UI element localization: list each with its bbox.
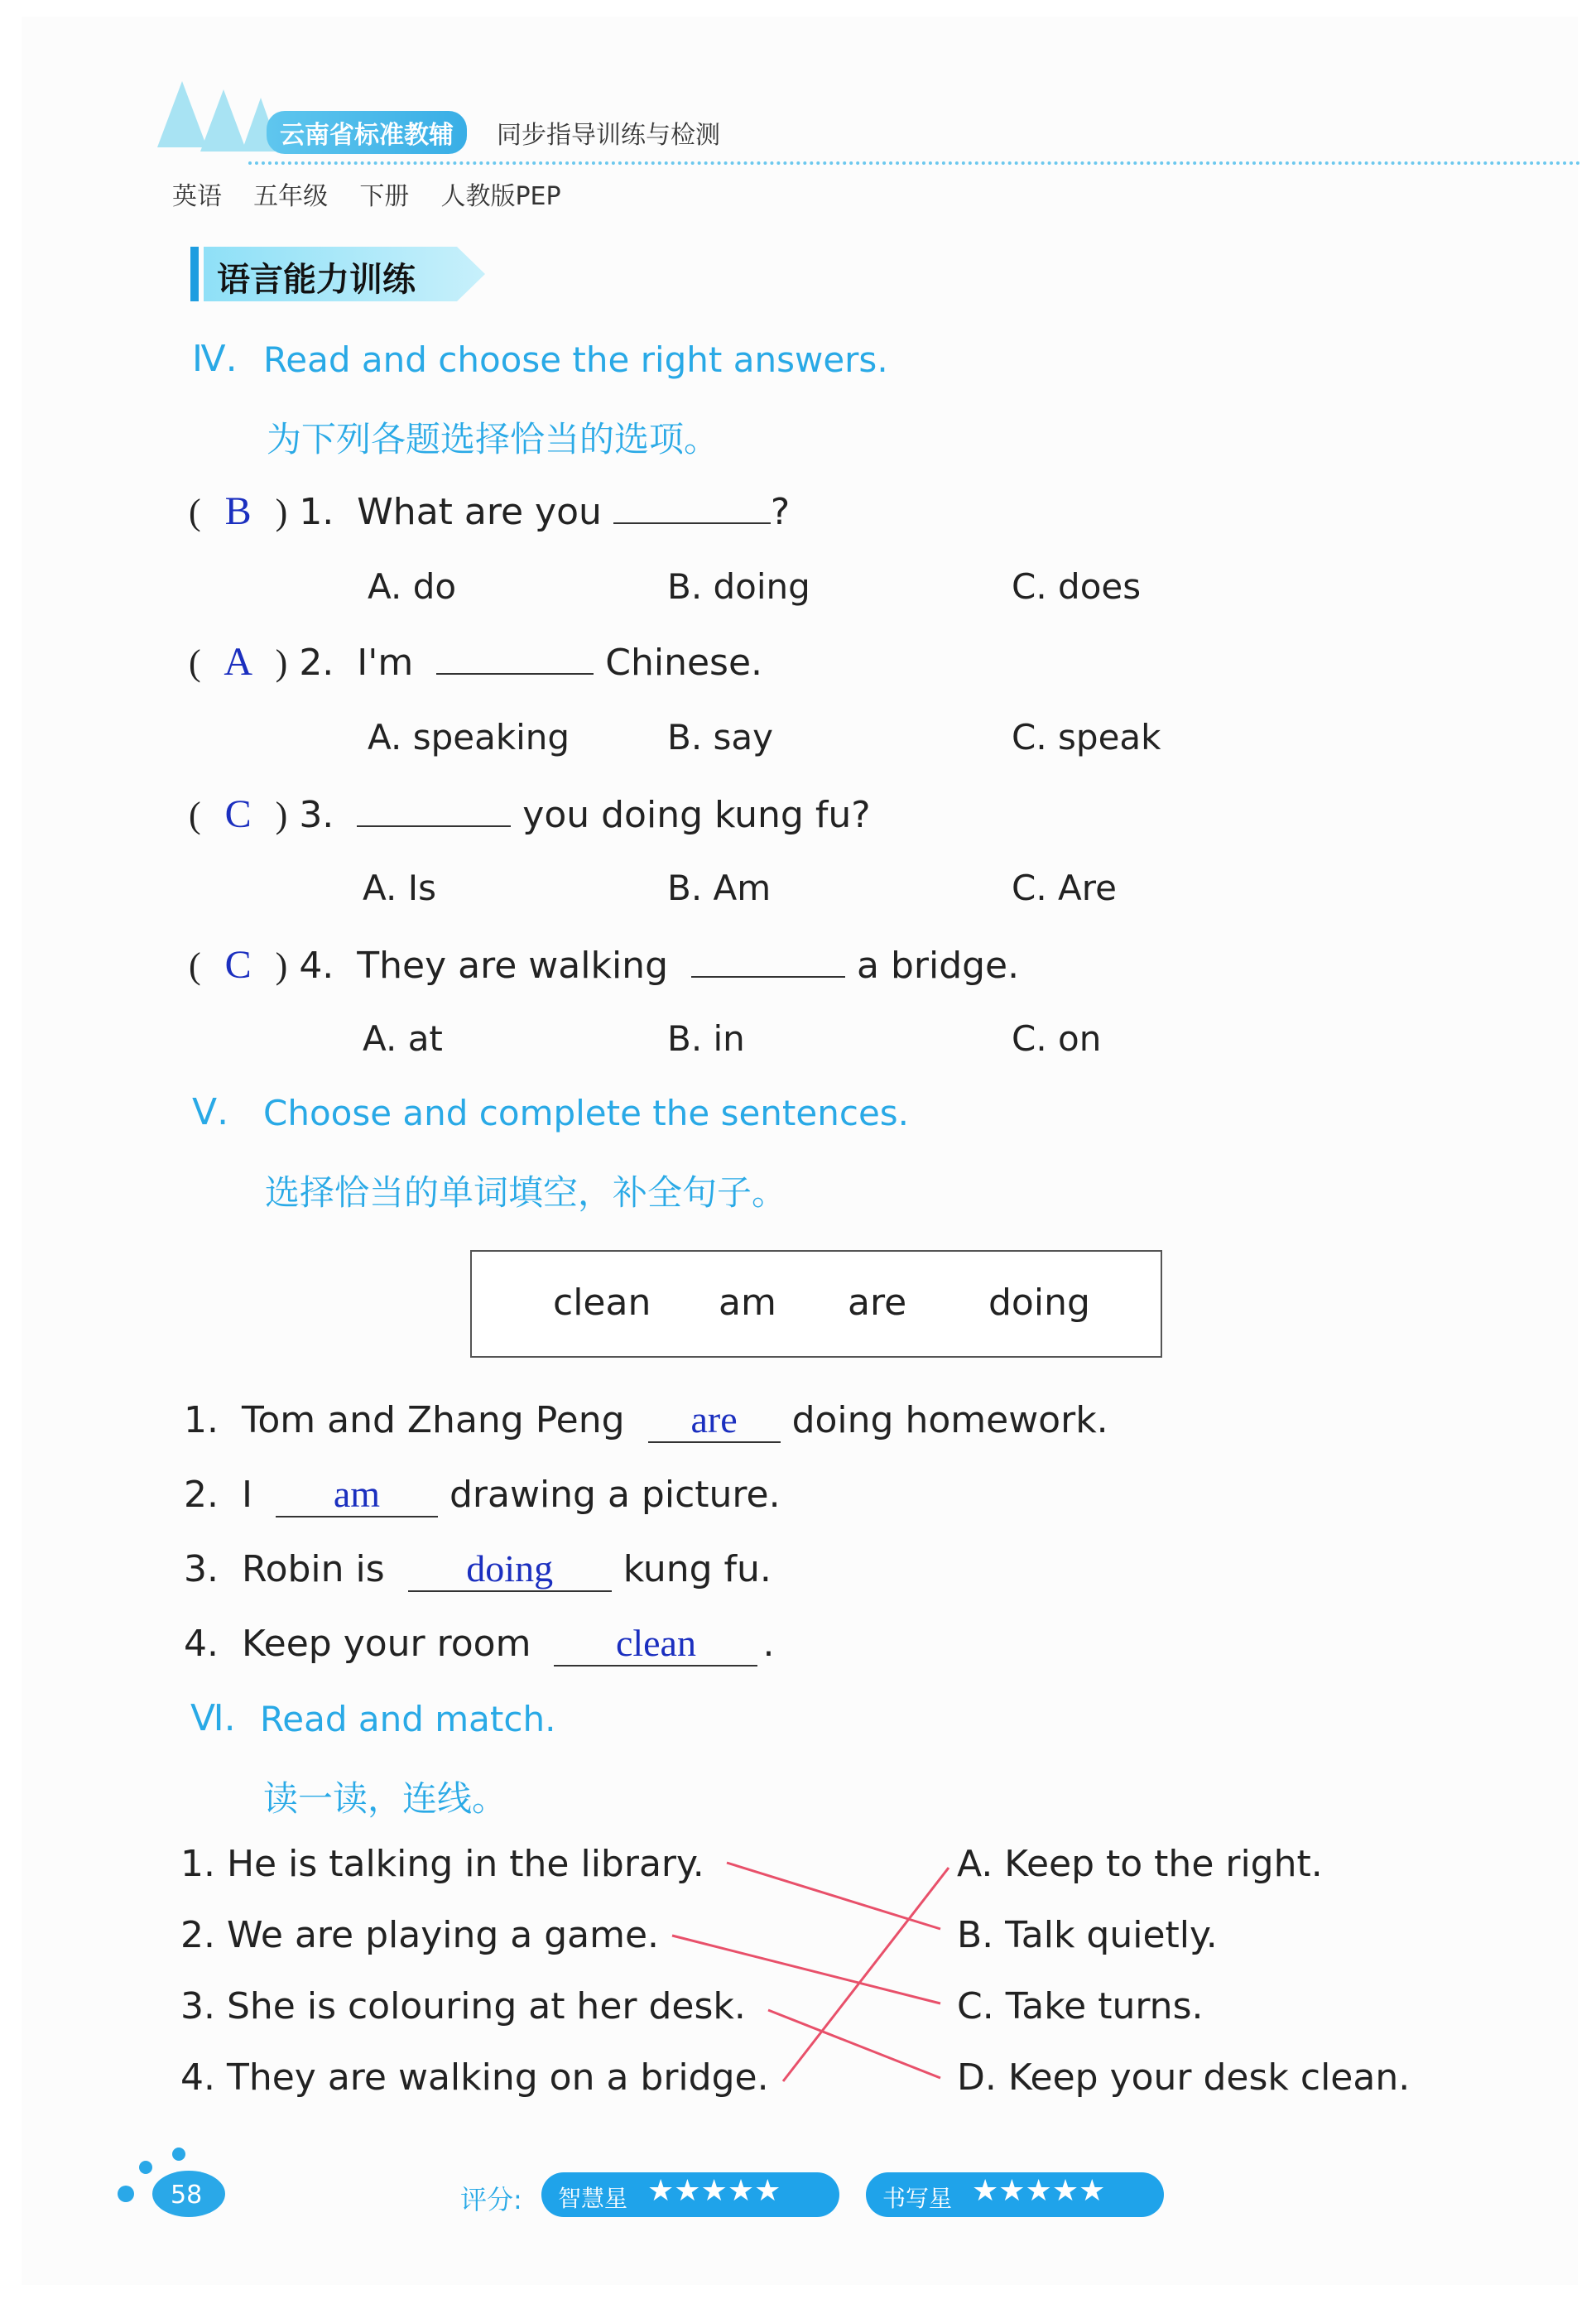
part4-instruction-en: Read and choose the right answers. [263, 339, 888, 380]
series-title: 同步指导训练与检测 [497, 121, 720, 150]
part5-instruction-en: Choose and complete the sentences. [263, 1093, 910, 1133]
match-left-2: 2. We are playing a game. [180, 1914, 660, 1956]
option-a: A. do [368, 566, 457, 607]
brand-badge: 云南省标准教辅 [267, 111, 467, 154]
match-right-a: A. Keep to the right. [957, 1843, 1323, 1885]
option-a: A. at [363, 1018, 443, 1059]
part6-instruction-zh: 读一读，连线。 [263, 1778, 507, 1819]
filled-answer: clean [554, 1621, 757, 1667]
question-number: 1. [299, 491, 334, 533]
writing-star-rating [866, 2172, 1164, 2217]
option-b: B. doing [667, 566, 810, 607]
answer-choice: A [224, 640, 252, 684]
subject: 英语 [172, 182, 222, 211]
question-text: I'm [357, 642, 414, 684]
word-bank-item: are [848, 1282, 907, 1324]
word-bank-item: doing [988, 1282, 1090, 1324]
word-bank-item: clean [553, 1282, 651, 1324]
filled-answer: are [648, 1397, 781, 1443]
question-text-end: ? [770, 491, 791, 533]
answer-choice: B [224, 489, 252, 533]
question-number: 2. [299, 642, 334, 684]
section-title: 语言能力训练 [217, 261, 416, 299]
word-bank-item: am [719, 1282, 776, 1324]
volume: 下册 [359, 182, 410, 211]
option-c: C. does [1012, 566, 1142, 607]
part6-numeral: Ⅵ. [190, 1697, 236, 1739]
question-number: 3. [299, 794, 334, 836]
match-left-3: 3. She is colouring at her desk. [180, 1985, 746, 2027]
sentence-text-end: drawing a picture. [449, 1474, 781, 1516]
sentence-text: Robin is [241, 1548, 385, 1590]
match-right-d: D. Keep your desk clean. [957, 2056, 1411, 2099]
question-text: They are walking [357, 945, 668, 987]
match-line-2-c [672, 1936, 940, 2003]
filled-answer: doing [408, 1546, 612, 1592]
answer-choice: C [224, 792, 252, 836]
option-b: B. in [667, 1018, 745, 1059]
sentence-number: 1. [184, 1399, 219, 1441]
match-left-1: 1. He is talking in the library. [180, 1843, 704, 1885]
sentence-number: 2. [184, 1474, 219, 1516]
option-c: C. Are [1012, 868, 1117, 908]
part4-numeral: Ⅳ. [192, 338, 238, 380]
writing-star-label: 书写星 [882, 2185, 953, 2212]
question-number: 4. [299, 945, 334, 987]
sentence-text: I [241, 1474, 252, 1516]
wisdom-star-label: 智慧星 [558, 2185, 628, 2212]
question-1: ( B ) 1. What are you ? [189, 489, 791, 533]
sentence-text: Tom and Zhang Peng [241, 1399, 625, 1441]
part5-numeral: Ⅴ. [192, 1091, 229, 1133]
part6-instruction-en: Read and match. [260, 1699, 556, 1739]
option-a: A. Is [363, 868, 436, 908]
star-icon: ★★★★★ [972, 2174, 1106, 2208]
sentence-text-end: doing homework. [791, 1399, 1108, 1441]
sentence-number: 4. [184, 1623, 219, 1665]
question-4: ( C ) 4. They are walking a bridge. [189, 943, 1020, 987]
sentence-text-end: kung fu. [623, 1548, 772, 1590]
filled-answer: am [276, 1472, 438, 1517]
option-c: C. on [1012, 1018, 1102, 1059]
question-text: What are you [357, 491, 602, 533]
option-c: C. speak [1012, 717, 1161, 758]
question-2: ( A ) 2. I'm Chinese. [189, 640, 763, 684]
match-right-c: C. Take turns. [957, 1985, 1204, 2027]
question-text-end: Chinese. [605, 642, 763, 684]
sentence-text-end: . [762, 1623, 775, 1665]
option-b: B. say [667, 717, 773, 758]
grade: 五年级 [253, 182, 329, 211]
match-left-4: 4. They are walking on a bridge. [180, 2056, 769, 2099]
option-b: B. Am [667, 868, 772, 908]
answer-choice: C [224, 943, 252, 987]
edition: 人教版PEP [440, 182, 561, 211]
sentence-text: Keep your room [241, 1623, 531, 1665]
page-number: 58 [171, 2181, 203, 2210]
part4-instruction-zh: 为下列各题选择恰当的选项。 [267, 419, 719, 459]
match-right-b: B. Talk quietly. [957, 1914, 1218, 1956]
question-3: ( C ) 3. you doing kung fu? [189, 792, 871, 836]
option-a: A. speaking [368, 717, 570, 758]
question-text: you doing kung fu? [522, 794, 871, 836]
wisdom-star-rating [541, 2172, 839, 2217]
question-text-end: a bridge. [857, 945, 1020, 987]
star-icon: ★★★★★ [647, 2174, 781, 2208]
score-label: 评分: [460, 2184, 522, 2215]
part5-instruction-zh: 选择恰当的单词填空，补全句子。 [265, 1172, 787, 1213]
sentence-number: 3. [184, 1548, 219, 1590]
